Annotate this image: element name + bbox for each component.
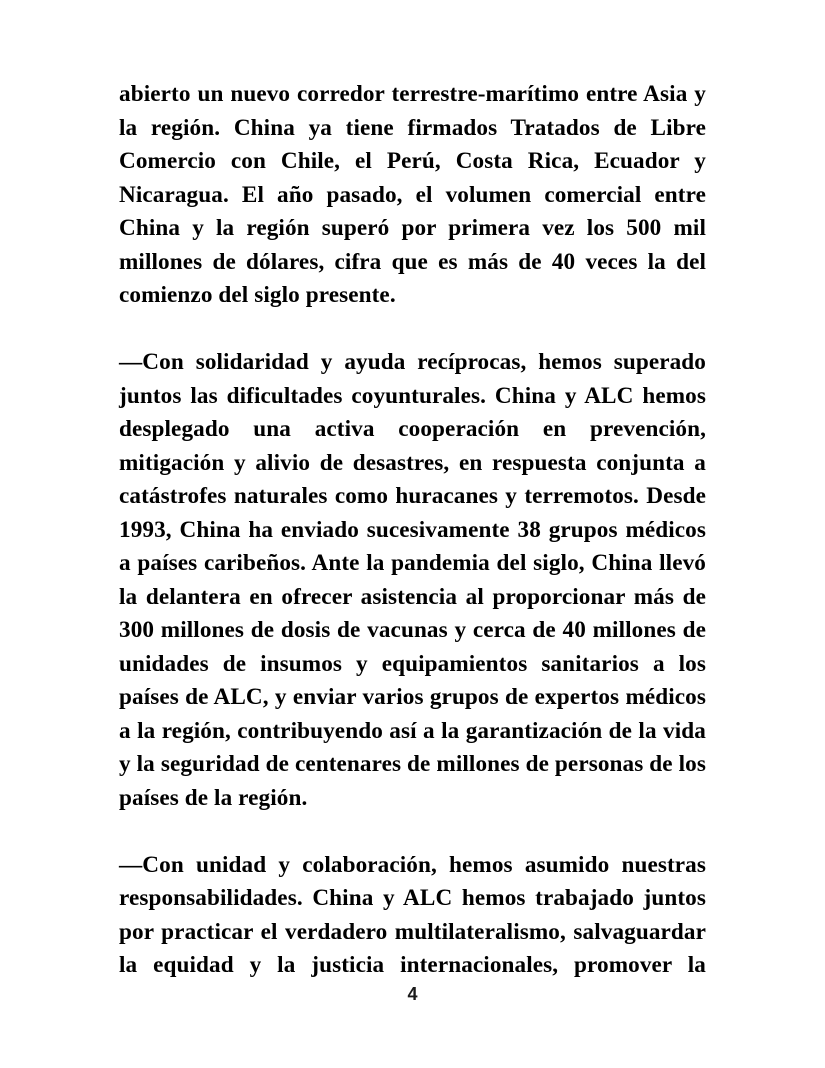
paragraph-1: abierto un nuevo corredor terrestre-marítimo entre Asia y la región. China ya tiene firmados Tratados de Libre Comercio con Chile, el Perú, Costa Rica, Ecuador y Nicaragua. El año pasado, el volumen comercial entre China y la región superó por primera vez los 500 mil millones de dólares, cifra que es más de 40 veces la del comienzo del siglo presente. [119, 81, 706, 308]
paragraph-2: —Con solidaridad y ayuda recíprocas, hemos superado juntos las dificultades coyunturales. China y ALC hemos desplegado una activa cooperación en prevención, mitigación y alivio de desastres, en respuesta conjunta a catástrofes naturales como huracanes y terremotos. Desde 1993, China ha enviado sucesivamente 38 grupos médicos a países caribeños. Ante la pandemia del siglo, China llevó la delantera en ofrecer asistencia al proporcionar más de 300 millones de dosis de vacunas y cerca de 40 millones de unidades de insumos y equipamientos sanitarios a los países de ALC, y enviar varios grupos de expertos médicos a la región, contribuyendo así a la garantización de la vida y la seguridad de centenares de millones de personas de los países de la región. [119, 349, 706, 811]
page-number: 4 [407, 984, 418, 1004]
text-column [119, 78, 706, 983]
paragraph-3: —Con unidad y colaboración, hemos asumido nuestras responsabilidades. China y ALC hemos trabajado juntos por practicar el verdadero multilateralismo, salvaguardar la equidad y la justicia internacionales, promover la [119, 851, 706, 978]
